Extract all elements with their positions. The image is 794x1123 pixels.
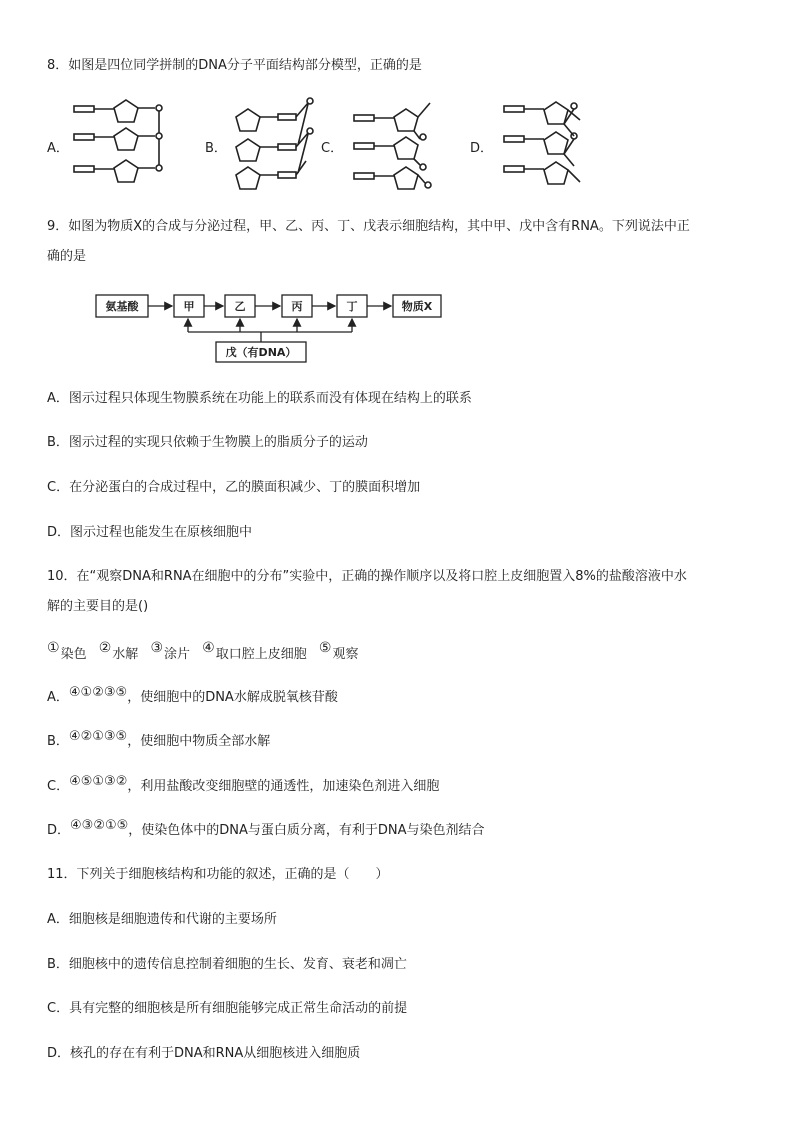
q8-option-a-label: A． [47, 141, 69, 156]
q9-option-d: D．图示过程也能发生在原核细胞中 [47, 525, 253, 540]
flow-box-ding: 丁 [346, 300, 358, 313]
q9-option-b: B．图示过程的实现只依赖于生物膜上的脂质分子的运动 [47, 435, 368, 450]
q8-option-d-diagram [500, 98, 590, 188]
q10-stem-line1: 10．在“观察DNA和RNA在细胞中的分布”实验中，正确的操作顺序以及将口腔上皮细胞置入8%的盐酸溶液中水 [47, 569, 687, 584]
flow-box-amino-acid: 氨基酸 [105, 300, 139, 313]
q10-step-1: ①染色 [47, 640, 87, 662]
q8-option-c-diagram [350, 95, 445, 190]
q10-stem-line2: 解的主要目的是() [47, 599, 149, 614]
q8-option-b-label: B． [205, 141, 227, 156]
flow-box-wu: 戊（有DNA） [225, 346, 297, 359]
q10-option-d: D．④③②①⑤，使染色体中的DNA与蛋白质分离，有利于DNA与染色剂结合 [47, 818, 485, 838]
flow-box-yi: 乙 [234, 300, 246, 313]
q8-stem: 8．如图是四位同学拼制的DNA分子平面结构部分模型，正确的是 [47, 58, 422, 73]
q9-option-c: C．在分泌蛋白的合成过程中，乙的膜面积减少、丁的膜面积增加 [47, 480, 421, 495]
q10-step-4: ④取口腔上皮细胞 [202, 640, 307, 662]
q8-option-a-diagram [70, 98, 190, 188]
q11-stem: 11．下列关于细胞核结构和功能的叙述，正确的是（ ） [47, 867, 389, 882]
q11-option-a: A．细胞核是细胞遗传和代谢的主要场所 [47, 912, 277, 927]
q10-step-2: ②水解 [98, 640, 139, 662]
q11-option-b: B．细胞核中的遗传信息控制着细胞的生长、发育、衰老和凋亡 [47, 957, 407, 972]
q9-option-a: A．图示过程只体现生物膜系统在功能上的联系而没有体现在结构上的联系 [47, 391, 472, 406]
q10-option-a: A．④①②③⑤，使细胞中的DNA水解成脱氧核苷酸 [47, 685, 338, 705]
q8-option-b-diagram [228, 95, 323, 190]
q10-step-5: ⑤观察 [318, 640, 359, 662]
flow-box-bing: 丙 [291, 300, 303, 313]
q8-option-d-label: D． [470, 141, 494, 156]
flow-box-jia: 甲 [183, 300, 195, 313]
q11-option-c: C．具有完整的细胞核是所有细胞能够完成正常生命活动的前提 [47, 1001, 408, 1016]
q10-steps [47, 640, 366, 664]
q8-option-c-label: C． [321, 141, 344, 156]
q9-flow-diagram [92, 292, 452, 367]
q10-option-c: C．④⑤①③②，利用盐酸改变细胞壁的通透性，加速染色剂进入细胞 [47, 774, 440, 794]
q10-option-b: B．④②①③⑤，使细胞中物质全部水解 [47, 729, 271, 749]
q11-option-d: D．核孔的存在有利于DNA和RNA从细胞核进入细胞质 [47, 1046, 361, 1061]
flow-box-substance-x: 物质X [401, 300, 433, 313]
q10-step-3: ③涂片 [150, 640, 191, 662]
q9-stem-line1: 9．如图为物质X的合成与分泌过程，甲、乙、丙、丁、戊表示细胞结构，其中甲、戊中含有RNA。下列说法中正 [47, 219, 690, 234]
q9-stem-line2: 确的是 [47, 249, 87, 264]
